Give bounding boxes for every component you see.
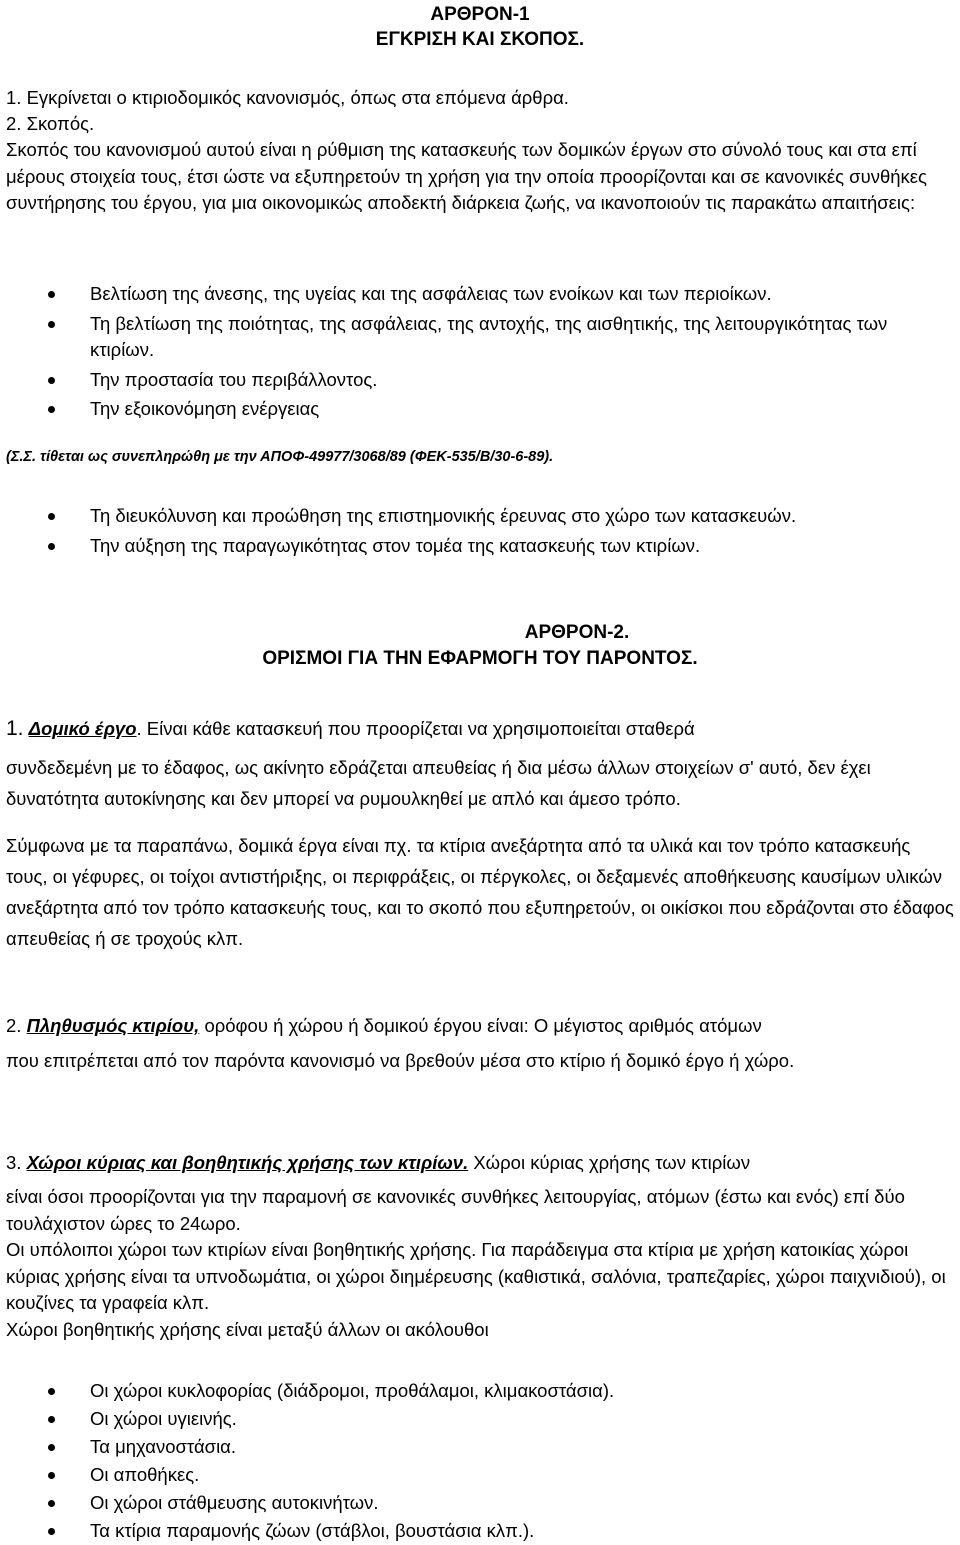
list-item: Την προστασία του περιβάλλοντος. xyxy=(0,367,940,394)
definition-1-lead: 1. Δομικό έργο. Είναι κάθε κατασκευή που προορίζεται να χρησιμοποιείται σταθερά xyxy=(6,717,695,740)
list-item: Βελτίωση της άνεσης, της υγείας και της ασφάλειας των ενοίκων και των περιοίκων. xyxy=(0,281,940,308)
definition-term: Δομικό έργο xyxy=(28,718,137,739)
definition-2-lead: 2. Πληθυσμός κτιρίου, ορόφου ή χώρου ή δομικού έργου είναι: Ο μέγιστος αριθμός ατόμων xyxy=(6,1015,762,1036)
editor-note: (Σ.Σ. τίθεται ως συνεπληρώθη με την ΑΠΟΦ-49977/3068/89 (ΦΕΚ-535/Β/30-6-89). xyxy=(6,449,554,465)
bullet-icon xyxy=(48,1472,55,1479)
bullet-icon xyxy=(48,1528,55,1535)
requirements-list-2 xyxy=(0,503,960,559)
list-item: Τα κτίρια παραμονής ζώων (στάβλοι, βουστάσια κλπ.). xyxy=(0,1518,940,1545)
bullet-icon xyxy=(48,1388,55,1395)
bullet-icon xyxy=(48,406,55,413)
definition-number: 3. xyxy=(6,1152,22,1173)
bullet-icon xyxy=(48,1416,55,1423)
list-item: Τα μηχανοστάσια. xyxy=(0,1434,940,1461)
definition-1-examples: Σύμφωνα με τα παραπάνω, δομικά έργα είναι πχ. τα κτίρια ανεξάρτητα από τα υλικά και τον τρόπο κατασκευής τους, οι γέφυρες, οι τοίχοι αντιστήριξης, οι περιφράξεις, οι πέργκολες, οι δεξαμενές αποθήκευσης καυσίμων υλικών ανεξάρτητα από τον τρόπο κατασκευής τους, και το σκοπό που εξυπηρετούν, οι οικίσκοι που εδράζονται στο έδαφος απευθείας ή σε τροχούς κλπ. xyxy=(6,835,954,949)
definition-1-text: συνδεδεμένη με το έδαφος, ως ακίνητο εδράζεται απευθείας ή δια μέσω άλλων στοιχείων σ' αυτό, δεν έχει δυνατότητα αυτοκίνησης και δεν μπορεί να ρυμουλκηθεί με απλό και άμεσο τρόπο. xyxy=(6,757,871,809)
article1-subtitle: ΕΓΚΡΙΣΗ ΚΑΙ ΣΚΟΠΟΣ. xyxy=(375,29,585,50)
article2-title: ΑΡΘΡΟΝ-2. xyxy=(524,622,630,643)
definition-term: Χώροι κύριας και βοηθητικής χρήσης των κτιρίων. xyxy=(26,1152,469,1173)
definition-number: 1. xyxy=(6,717,24,740)
bullet-icon xyxy=(48,321,55,328)
list-item: Την αύξηση της παραγωγικότητας στον τομέα της κατασκευής των κτιρίων. xyxy=(0,533,940,560)
bullet-icon xyxy=(48,291,55,298)
list-item: Την εξοικονόμηση ενέργειας xyxy=(0,396,940,423)
list-item: Τη βελτίωση της ποιότητας, της ασφάλειας, της αντοχής, της αισθητικής, της λειτουργικότητας των κτιρίων. xyxy=(0,311,940,364)
bullet-icon xyxy=(48,543,55,550)
article1-title: ΑΡΘΡΟΝ-1 xyxy=(430,4,530,25)
item-1: 1. Εγκρίνεται ο κτιριοδομικός κανονισμός, όπως στα επόμενα άρθρα. xyxy=(6,87,569,108)
auxiliary-spaces-list xyxy=(0,1378,960,1545)
list-item: Οι χώροι στάθμευσης αυτοκινήτων. xyxy=(0,1490,940,1517)
list-item: Τη διευκόλυνση και προώθηση της επιστημονικής έρευνας στο χώρο των κατασκευών. xyxy=(0,503,940,530)
list-item: Οι αποθήκες. xyxy=(0,1462,940,1489)
list-item: Οι χώροι κυκλοφορίας (διάδρομοι, προθάλαμοι, κλιμακοστάσια). xyxy=(0,1378,940,1405)
bullet-icon xyxy=(48,1500,55,1507)
definition-2-text: που επιτρέπεται από τον παρόντα κανονισμό να βρεθούν μέσα στο κτίριο ή δομικό έργο ή χώρο. xyxy=(6,1050,795,1071)
definition-3-text: είναι όσοι προορίζονται για την παραμονή σε κανονικές συνθήκες λειτουργίας, ατόμων (έστω και ενός) επί δύο τουλάχιστον ώρες το 24ωρο. xyxy=(6,1186,905,1234)
definition-term: Πληθυσμός κτιρίου, xyxy=(26,1015,200,1036)
definition-3-lead: 3. Χώροι κύριας και βοηθητικής χρήσης των κτιρίων. Χώροι κύριας χρήσης των κτιρίων xyxy=(6,1152,751,1173)
definition-number: 2. xyxy=(6,1015,22,1036)
bullet-icon xyxy=(48,1444,55,1451)
requirements-list xyxy=(0,281,960,423)
item-2: 2. Σκοπός. xyxy=(6,113,95,134)
article2-subtitle: ΟΡΙΣΜΟΙ ΓΙΑ ΤΗΝ ΕΦΑΡΜΟΓΗ ΤΟΥ ΠΑΡΟΝΤΟΣ. xyxy=(262,648,698,669)
bullet-icon xyxy=(48,377,55,384)
list-item: Οι χώροι υγιεινής. xyxy=(0,1406,940,1433)
bullet-icon xyxy=(48,513,55,520)
purpose-paragraph: Σκοπός του κανονισμού αυτού είναι η ρύθμιση της κατασκευής των δομικών έργων στο σύνολό τους και στα επί μέρους στοιχεία τους, έτσι ώστε να εξυπηρετούν τη χρήση για την οποία προορίζονται και σε κανονικές συνθήκες συντήρησης του έργου, για μια οικονομικώς αποδεκτή διάρκεια ζωής, να ικανοποιούν τις παρακάτω απαιτήσεις: xyxy=(6,139,927,213)
definition-3-auxiliary: Οι υπόλοιποι χώροι των κτιρίων είναι βοηθητικής χρήσης. Για παράδειγμα στα κτίρια με χρήση κατοικίας χώροι κύριας χρήσης είναι τα υπνοδωμάτια, οι χώροι διημέρευσης (καθιστικά, σαλόνια, τραπεζαρίες, χώροι παιχνιδιού), οι κουζίνες τα γραφεία κλπ. xyxy=(6,1239,946,1313)
auxiliary-list-intro: Χώροι βοηθητικής χρήσης είναι μεταξύ άλλων οι ακόλουθοι xyxy=(6,1319,489,1340)
